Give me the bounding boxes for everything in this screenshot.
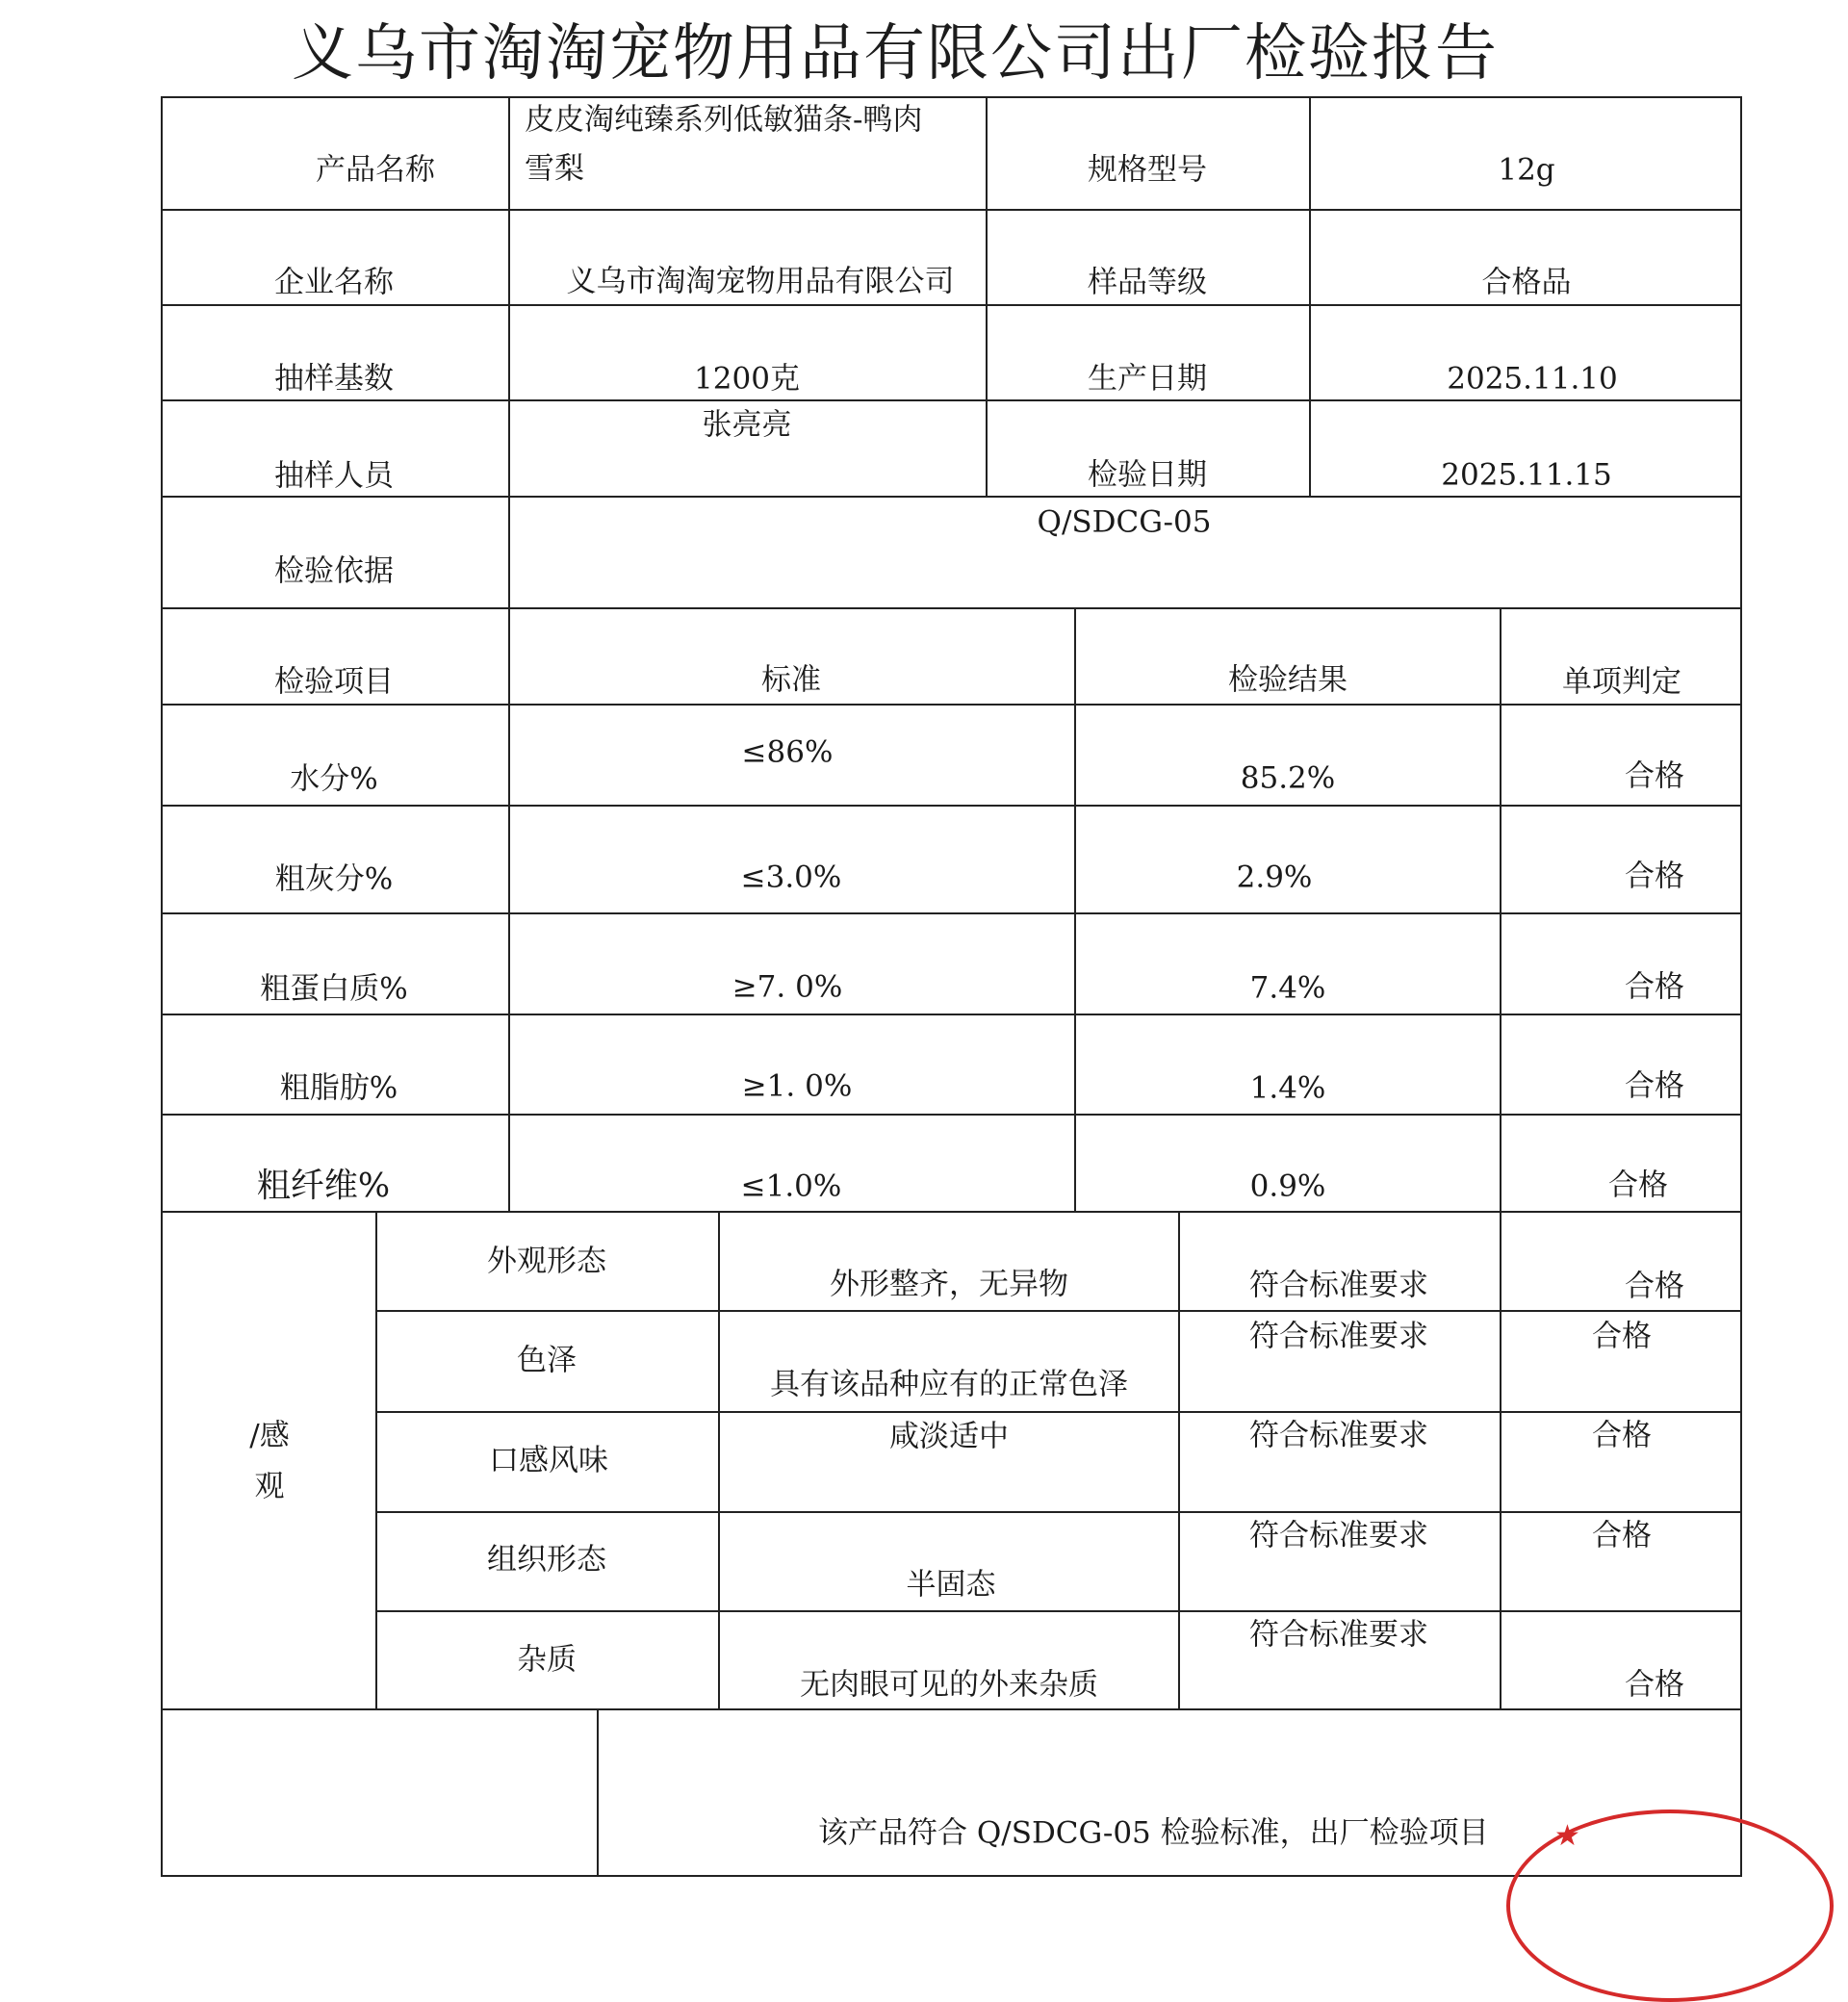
header-judgement: 单项判定: [1562, 664, 1681, 700]
sampler-value: 张亮亮: [702, 407, 792, 443]
result-item: 水分%: [290, 761, 378, 797]
result-standard: ≥1. 0%: [741, 1068, 853, 1104]
conclusion-text: 该产品符合 Q/SDCG-05 检验标准，出厂检验项目: [818, 1815, 1489, 1851]
result-value: 7.4%: [1249, 970, 1326, 1006]
result-judgement: 合格: [1625, 859, 1684, 894]
col-rule: [597, 1708, 599, 1877]
sensory-item: 外观形态: [487, 1244, 606, 1279]
header-item: 检验项目: [274, 664, 394, 700]
sensory-result: 符合标准要求: [1249, 1617, 1428, 1653]
sensory-item: 色泽: [517, 1343, 577, 1378]
product-name-value-line2: 雪梨: [525, 151, 584, 187]
sensory-result: 符合标准要求: [1249, 1268, 1428, 1303]
sensory-judgement: 合格: [1625, 1667, 1684, 1703]
sampler-label: 抽样人员: [274, 458, 394, 494]
spec-value: 12g: [1498, 152, 1555, 188]
row-rule: [161, 607, 1742, 609]
company-label: 企业名称: [274, 265, 394, 300]
col-rule: [718, 1211, 720, 1708]
spec-label: 规格型号: [1088, 152, 1207, 188]
grade-label: 样品等级: [1088, 265, 1207, 300]
report-title: 义乌市淘淘宠物用品有限公司出厂检验报告: [292, 18, 1499, 90]
sensory-judgement: 合格: [1592, 1418, 1652, 1453]
row-rule: [161, 496, 1742, 498]
result-standard: ≤1.0%: [740, 1168, 842, 1204]
basis-label: 检验依据: [274, 553, 394, 589]
row-rule: [375, 1511, 1742, 1513]
col-rule: [375, 1211, 377, 1708]
sensory-standard: 咸淡适中: [889, 1419, 1009, 1454]
result-judgement: 合格: [1625, 1068, 1684, 1104]
row-rule: [375, 1310, 1742, 1312]
sensory-result: 符合标准要求: [1249, 1418, 1428, 1453]
sensory-standard: 外形整齐，无异物: [830, 1267, 1068, 1302]
sensory-result: 符合标准要求: [1249, 1518, 1428, 1553]
result-item: 粗蛋白质%: [260, 971, 408, 1007]
result-item: 粗脂肪%: [279, 1070, 398, 1106]
row-rule: [161, 1114, 1742, 1116]
row-rule: [161, 304, 1742, 306]
sensory-standard: 具有该品种应有的正常色泽: [770, 1367, 1128, 1402]
col-rule: [1500, 1211, 1502, 1708]
production-date-value: 2025.11.10: [1447, 361, 1618, 397]
col-rule: [1074, 607, 1076, 1211]
sensory-group-label-line1: /感: [249, 1418, 290, 1453]
result-standard: ≤86%: [741, 734, 834, 770]
row-rule: [161, 704, 1742, 706]
row-rule: [161, 805, 1742, 807]
sensory-item: 杂质: [517, 1642, 577, 1678]
col-rule: [508, 96, 510, 607]
sample-base-label: 抽样基数: [274, 361, 394, 397]
row-rule: [375, 1411, 1742, 1413]
result-value: 85.2%: [1240, 760, 1336, 796]
result-value: 2.9%: [1236, 860, 1313, 895]
result-judgement: 合格: [1625, 969, 1684, 1005]
sensory-judgement: 合格: [1625, 1269, 1684, 1304]
row-rule: [161, 209, 1742, 211]
grade-value: 合格品: [1481, 265, 1572, 300]
product-name-label: 产品名称: [316, 152, 435, 188]
col-rule: [1178, 1211, 1180, 1708]
row-rule: [161, 1211, 1742, 1213]
col-rule: [508, 607, 510, 1211]
seal-star-icon: ★: [1554, 1819, 1580, 1853]
col-rule: [1309, 96, 1311, 496]
production-date-label: 生产日期: [1088, 361, 1207, 397]
result-item: 粗纤维%: [256, 1167, 391, 1206]
basis-value: Q/SDCG-05: [1037, 504, 1212, 540]
sensory-result: 符合标准要求: [1249, 1319, 1428, 1354]
result-value: 1.4%: [1249, 1070, 1326, 1106]
sample-base-value: 1200克: [694, 361, 800, 397]
inspection-date-value: 2025.11.15: [1441, 457, 1612, 493]
result-judgement: 合格: [1625, 758, 1684, 794]
row-rule: [161, 1014, 1742, 1015]
company-value: 义乌市淘淘宠物用品有限公司: [566, 264, 955, 299]
header-standard: 标准: [761, 662, 821, 698]
inspection-date-label: 检验日期: [1088, 457, 1207, 493]
sensory-item: 口感风味: [489, 1443, 608, 1478]
result-standard: ≥7. 0%: [732, 969, 843, 1005]
sensory-item: 组织形态: [487, 1542, 606, 1578]
result-value: 0.9%: [1249, 1168, 1326, 1204]
sensory-standard: 半固态: [906, 1567, 996, 1603]
result-item: 粗灰分%: [274, 861, 394, 897]
row-rule: [161, 399, 1742, 401]
product-name-value-line1: 皮皮淘纯臻系列低敏猫条-鸭肉: [525, 102, 923, 138]
col-rule: [986, 96, 988, 496]
header-result: 检验结果: [1228, 662, 1348, 698]
row-rule: [161, 912, 1742, 914]
sensory-standard: 无肉眼可见的外来杂质: [800, 1667, 1098, 1703]
row-rule: [161, 1708, 1742, 1710]
sensory-judgement: 合格: [1592, 1518, 1652, 1553]
sensory-group-label-line2: 观: [254, 1469, 285, 1504]
result-standard: ≤3.0%: [740, 860, 842, 895]
sensory-judgement: 合格: [1592, 1319, 1652, 1354]
result-judgement: 合格: [1608, 1168, 1668, 1203]
row-rule: [375, 1610, 1742, 1612]
col-rule: [1500, 607, 1502, 1211]
